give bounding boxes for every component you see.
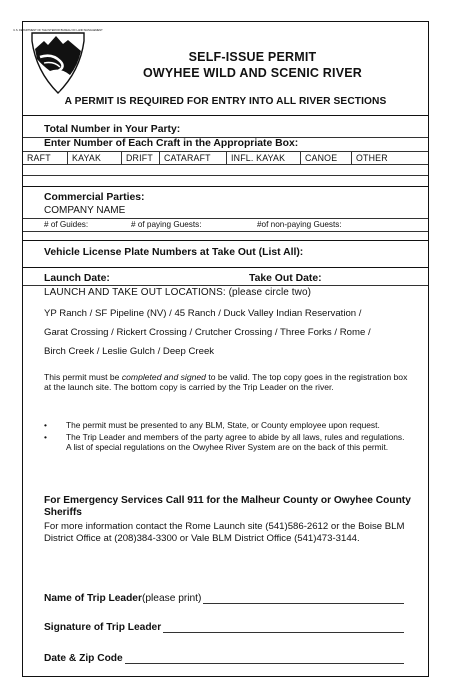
commercial-label: Commercial Parties:	[44, 192, 145, 203]
craft-table	[23, 152, 428, 164]
date-zip-field[interactable]	[125, 654, 404, 664]
signature-label: Signature of Trip Leader	[44, 622, 162, 633]
divider	[23, 164, 428, 165]
locations-line2[interactable]: Garat Crossing / Rickert Crossing / Crutcher Crossing / Three Forks / Rome /	[44, 327, 371, 338]
craft-cataraft[interactable]: CATARAFT	[160, 152, 227, 164]
guides-label: # of Guides:	[44, 220, 89, 229]
bullet-icon: •	[44, 420, 47, 430]
print-hint: (please print)	[141, 593, 202, 604]
divider	[23, 267, 428, 268]
validity-text-emphasis: completed and signed	[121, 372, 206, 382]
craft-kayak[interactable]: KAYAK	[68, 152, 122, 164]
vehicle-label: Vehicle License Plate Numbers at Take Out (List All):	[44, 247, 304, 258]
divider	[23, 186, 428, 187]
company-name: COMPANY NAME	[44, 205, 126, 216]
trip-leader-name-label: Name of Trip Leader	[44, 593, 142, 604]
craft-other[interactable]: OTHER	[356, 153, 388, 163]
trip-leader-name-field[interactable]	[203, 594, 404, 604]
craft-infl-kayak[interactable]: INFL. KAYAK	[227, 152, 301, 164]
logo-text: U.S. DEPARTMENT OF THE INTERIOR BUREAU OF LAND MANAGEMENT	[13, 29, 103, 32]
locations-label: LAUNCH AND TAKE OUT LOCATIONS: (please circle two)	[44, 287, 312, 298]
emergency-heading: For Emergency Services Call 911 for the Malheur County or Owyhee County Sheriffs	[44, 495, 411, 518]
list-item: • The permit must be presented to any BLM, State, or County employee upon request.	[44, 420, 380, 430]
permit-form	[13, 21, 429, 677]
trip-leader-name-row	[44, 593, 404, 604]
requirement-notice: A PERMIT IS REQUIRED FOR ENTRY INTO ALL RIVER SECTIONS	[64, 96, 387, 107]
craft-entry-line	[23, 175, 428, 176]
bullet-icon: •	[44, 432, 47, 442]
date-zip-row	[44, 653, 404, 664]
signature-row	[44, 622, 404, 633]
craft-canoe[interactable]: CANOE	[301, 152, 352, 164]
divider	[23, 115, 428, 116]
signature-field[interactable]	[163, 623, 404, 633]
nonpaying-guests-label: #of non-paying Guests:	[257, 220, 342, 229]
takeout-date-label: Take Out Date:	[249, 273, 322, 284]
locations-line3[interactable]: Birch Creek / Leslie Gulch / Deep Creek	[44, 346, 215, 357]
validity-text-post: to be valid. The top copy goes in the registration box at the launch site. The bottom copy is carried by the Trip Leader on the river.	[44, 372, 408, 392]
craft-label: Enter Number of Each Craft in the Appropriate Box:	[44, 138, 299, 149]
blm-logo	[13, 27, 103, 97]
title-block	[83, 50, 422, 80]
divider	[23, 240, 428, 241]
title-line2: OWYHEE WILD AND SCENIC RIVER	[142, 66, 363, 80]
title-line1: SELF-ISSUE PERMIT	[188, 50, 317, 64]
divider	[23, 218, 428, 219]
date-zip-label: Date & Zip Code	[44, 653, 123, 664]
validity-text-pre: This permit must be	[44, 372, 122, 382]
divider	[23, 231, 428, 232]
divider	[23, 285, 428, 286]
rules-list	[44, 420, 406, 454]
validity-paragraph	[44, 372, 414, 392]
craft-raft[interactable]: RAFT	[23, 152, 68, 164]
contact-info: For more information contact the Rome Launch site (541)586-2612 or the Boise BLM District Office at (208)384-3300 or Vale BLM District Office (541)473-3144.	[44, 521, 405, 544]
total-party-label: Total Number in Your Party:	[44, 124, 181, 135]
paying-guests-label: # of paying Guests:	[131, 220, 202, 229]
list-item: • The Trip Leader and members of the party agree to abide by all laws, rules and regulations. A list of special regulations on the Owyhee River System are on the back of this permit.	[44, 432, 405, 452]
locations-line1[interactable]: YP Ranch / SF Pipeline (NV) / 45 Ranch / Duck Valley Indian Reservation /	[44, 308, 362, 319]
launch-date-label: Launch Date:	[44, 273, 110, 284]
craft-drift[interactable]: DRIFT	[122, 152, 160, 164]
